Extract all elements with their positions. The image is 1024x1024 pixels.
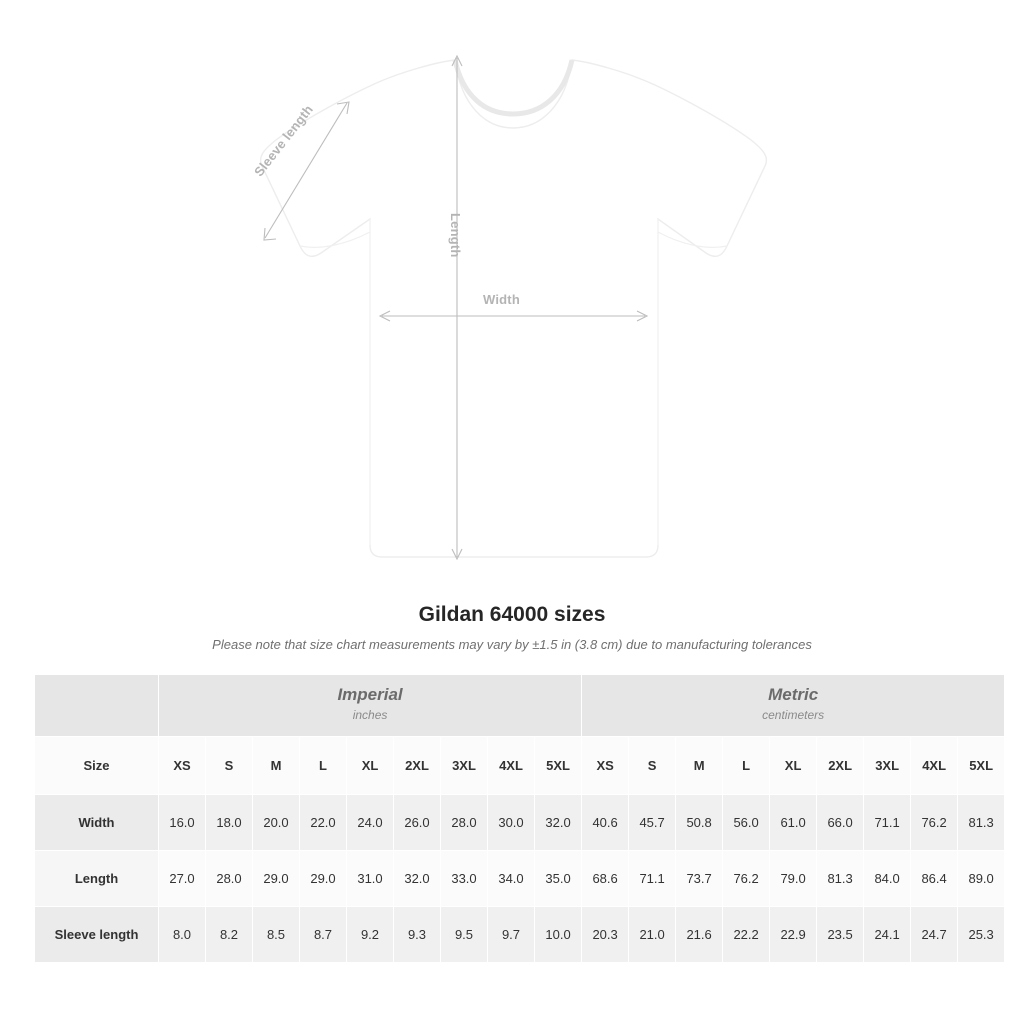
cell-width-imperial-s: 18.0 bbox=[206, 795, 253, 851]
column-header-imperial-3xl: 3XL bbox=[441, 737, 488, 795]
unit-sub-imperial: inches bbox=[352, 707, 388, 722]
cell-length-imperial-3xl: 33.0 bbox=[441, 851, 488, 907]
cell-sleeve-imperial-xs: 8.0 bbox=[159, 907, 206, 963]
column-header-imperial-2xl: 2XL bbox=[394, 737, 441, 795]
column-header-imperial-l: L bbox=[300, 737, 347, 795]
width-label: Width bbox=[483, 292, 520, 307]
size-header-row bbox=[35, 737, 1005, 795]
cell-width-imperial-m: 20.0 bbox=[253, 795, 300, 851]
column-header-imperial-xl: XL bbox=[347, 737, 394, 795]
column-header-metric-3xl: 3XL bbox=[864, 737, 911, 795]
table-row-width bbox=[35, 795, 1005, 851]
cell-width-metric-2xl: 66.0 bbox=[817, 795, 864, 851]
column-header-imperial-4xl: 4XL bbox=[488, 737, 535, 795]
unit-header-spacer bbox=[35, 675, 159, 737]
column-header-metric-l: L bbox=[723, 737, 770, 795]
size-table-wrap bbox=[34, 674, 994, 963]
sleeve-length-label: Sleeve length bbox=[251, 101, 317, 180]
cell-sleeve-imperial-xl: 9.2 bbox=[347, 907, 394, 963]
cell-width-imperial-xs: 16.0 bbox=[159, 795, 206, 851]
cell-length-metric-s: 71.1 bbox=[629, 851, 676, 907]
cell-width-metric-xs: 40.6 bbox=[582, 795, 629, 851]
column-header-metric-xl: XL bbox=[770, 737, 817, 795]
page-title: Gildan 64000 sizes bbox=[418, 603, 606, 626]
length-label: Length bbox=[448, 213, 463, 258]
cell-width-imperial-5xl: 32.0 bbox=[535, 795, 582, 851]
column-header-imperial-5xl: 5XL bbox=[535, 737, 582, 795]
cell-sleeve-metric-s: 21.0 bbox=[629, 907, 676, 963]
row-header-length: Length bbox=[35, 851, 159, 907]
unit-header-imperial bbox=[159, 675, 582, 737]
row-header-sleeve-length: Sleeve length bbox=[35, 907, 159, 963]
cell-width-imperial-2xl: 26.0 bbox=[394, 795, 441, 851]
cell-length-imperial-xs: 27.0 bbox=[159, 851, 206, 907]
cell-length-imperial-2xl: 32.0 bbox=[394, 851, 441, 907]
cell-width-metric-m: 50.8 bbox=[676, 795, 723, 851]
unit-header-metric bbox=[582, 675, 1005, 737]
cell-length-metric-5xl: 89.0 bbox=[958, 851, 1005, 907]
cell-sleeve-metric-4xl: 24.7 bbox=[911, 907, 958, 963]
cell-sleeve-metric-3xl: 24.1 bbox=[864, 907, 911, 963]
cell-sleeve-imperial-3xl: 9.5 bbox=[441, 907, 488, 963]
cell-sleeve-metric-l: 22.2 bbox=[723, 907, 770, 963]
column-header-metric-xs: XS bbox=[582, 737, 629, 795]
column-header-metric-m: M bbox=[676, 737, 723, 795]
cell-sleeve-imperial-m: 8.5 bbox=[253, 907, 300, 963]
unit-name-imperial: Imperial bbox=[337, 685, 403, 705]
cell-sleeve-metric-5xl: 25.3 bbox=[958, 907, 1005, 963]
cell-length-imperial-l: 29.0 bbox=[300, 851, 347, 907]
column-header-size: Size bbox=[35, 737, 159, 795]
cell-sleeve-metric-xl: 22.9 bbox=[770, 907, 817, 963]
tolerance-note: Please note that size chart measurements may vary by ±1.5 in (3.8 cm) due to manufacturing tolerances bbox=[212, 637, 812, 652]
cell-length-metric-l: 76.2 bbox=[723, 851, 770, 907]
cell-width-metric-l: 56.0 bbox=[723, 795, 770, 851]
cell-length-imperial-4xl: 34.0 bbox=[488, 851, 535, 907]
cell-width-metric-3xl: 71.1 bbox=[864, 795, 911, 851]
cell-length-metric-m: 73.7 bbox=[676, 851, 723, 907]
cell-length-imperial-xl: 31.0 bbox=[347, 851, 394, 907]
cell-length-metric-3xl: 84.0 bbox=[864, 851, 911, 907]
unit-name-metric: Metric bbox=[768, 685, 819, 705]
cell-sleeve-metric-xs: 20.3 bbox=[582, 907, 629, 963]
cell-length-imperial-s: 28.0 bbox=[206, 851, 253, 907]
cell-length-metric-xl: 79.0 bbox=[770, 851, 817, 907]
cell-sleeve-metric-2xl: 23.5 bbox=[817, 907, 864, 963]
cell-sleeve-metric-m: 21.6 bbox=[676, 907, 723, 963]
unit-header-row bbox=[35, 675, 1005, 737]
cell-width-imperial-l: 22.0 bbox=[300, 795, 347, 851]
cell-width-metric-xl: 61.0 bbox=[770, 795, 817, 851]
cell-sleeve-imperial-l: 8.7 bbox=[300, 907, 347, 963]
cell-width-metric-5xl: 81.3 bbox=[958, 795, 1005, 851]
column-header-metric-5xl: 5XL bbox=[958, 737, 1005, 795]
cell-width-imperial-3xl: 28.0 bbox=[441, 795, 488, 851]
cell-width-metric-4xl: 76.2 bbox=[911, 795, 958, 851]
cell-sleeve-imperial-5xl: 10.0 bbox=[535, 907, 582, 963]
cell-sleeve-imperial-4xl: 9.7 bbox=[488, 907, 535, 963]
cell-width-metric-s: 45.7 bbox=[629, 795, 676, 851]
table-row-sleeve-length bbox=[35, 907, 1005, 963]
title-block bbox=[0, 603, 1024, 652]
cell-length-metric-xs: 68.6 bbox=[582, 851, 629, 907]
column-header-imperial-s: S bbox=[206, 737, 253, 795]
cell-length-metric-4xl: 86.4 bbox=[911, 851, 958, 907]
unit-sub-metric: centimeters bbox=[762, 707, 825, 722]
cell-length-imperial-m: 29.0 bbox=[253, 851, 300, 907]
cell-sleeve-imperial-s: 8.2 bbox=[206, 907, 253, 963]
column-header-metric-4xl: 4XL bbox=[911, 737, 958, 795]
column-header-imperial-m: M bbox=[253, 737, 300, 795]
cell-sleeve-imperial-2xl: 9.3 bbox=[394, 907, 441, 963]
size-chart-table bbox=[34, 674, 1005, 963]
column-header-metric-s: S bbox=[629, 737, 676, 795]
table-row-length bbox=[35, 851, 1005, 907]
cell-length-metric-2xl: 81.3 bbox=[817, 851, 864, 907]
column-header-metric-2xl: 2XL bbox=[817, 737, 864, 795]
cell-width-imperial-xl: 24.0 bbox=[347, 795, 394, 851]
cell-width-imperial-4xl: 30.0 bbox=[488, 795, 535, 851]
column-header-imperial-xs: XS bbox=[159, 737, 206, 795]
cell-length-imperial-5xl: 35.0 bbox=[535, 851, 582, 907]
row-header-width: Width bbox=[35, 795, 159, 851]
